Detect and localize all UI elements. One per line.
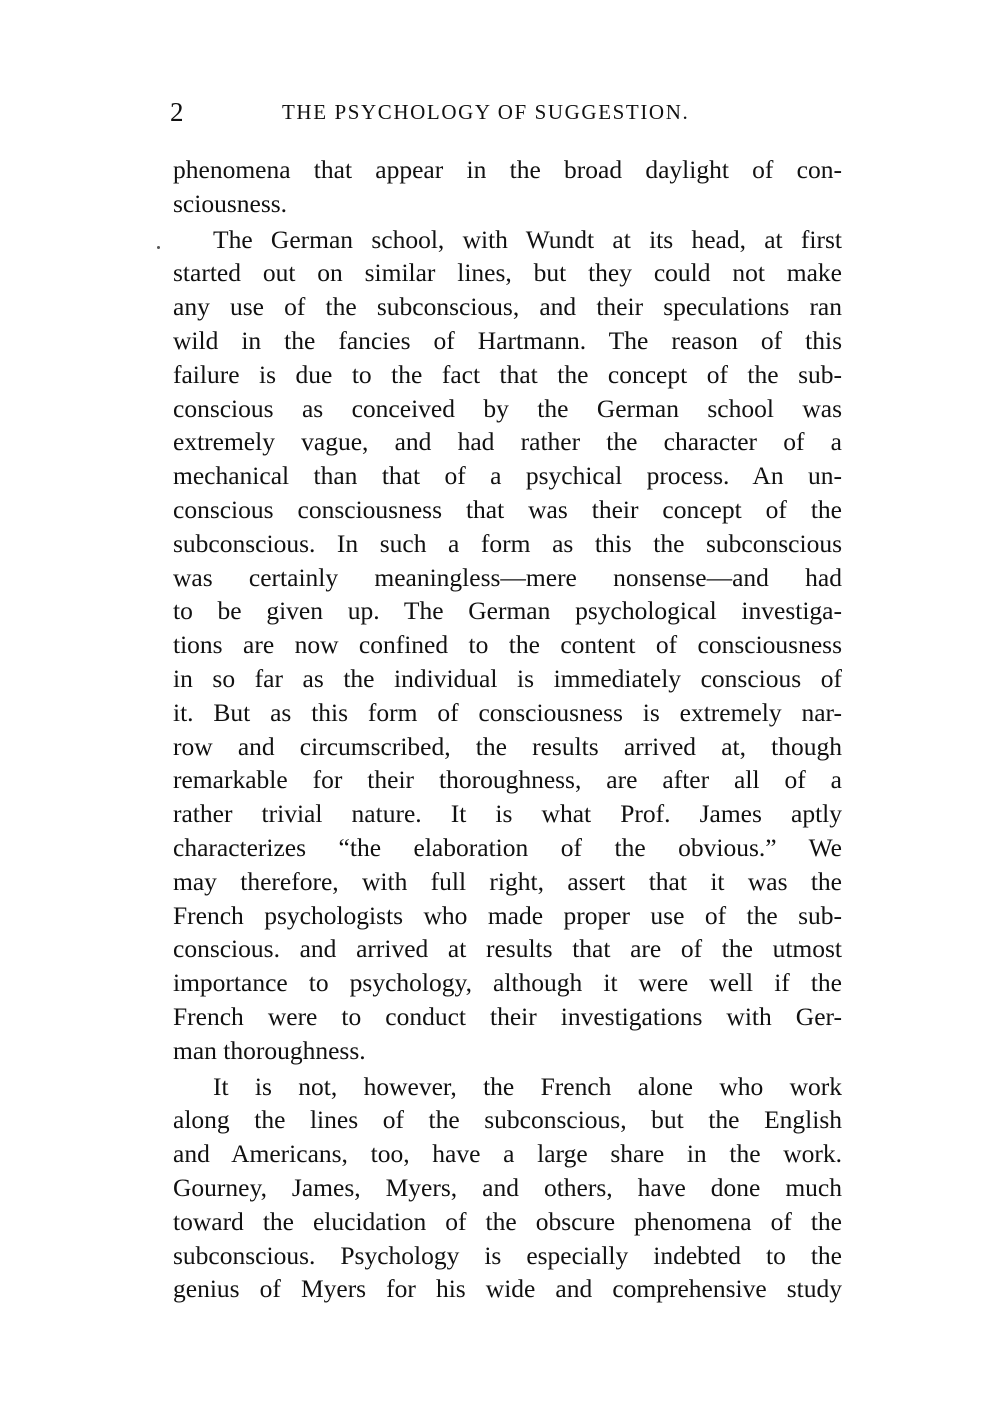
text-line: It is not, however, the French alone who work [213,1071,842,1101]
text-line: may therefore, with full right, assert that it was the [173,866,842,896]
running-title: THE PSYCHOLOGY OF SUGGESTION. [282,100,690,124]
text-line: The German school, with Wundt at its head, at first [213,224,842,254]
page-number: 2 [170,97,184,127]
text-line: it. But as this form of consciousness is extremely nar- [173,697,842,727]
text-line: French psychologists who made proper use of the sub- [173,900,842,930]
text-line: to be given up. The German psychological investiga- [173,596,842,626]
text-line: was certainly meaningless—mere nonsense—and had [173,562,842,592]
text-line: extremely vague, and had rather the character of a [173,427,842,457]
text-line: rather trivial nature. It is what Prof. James aptly [173,799,842,829]
text-line: French were to conduct their investigations with Ger- [173,1001,842,1031]
body-text [173,153,842,1306]
text-line: toward the elucidation of the obscure phenomena of the [173,1206,842,1236]
text-line: conscious. and arrived at results that are of the utmost [173,934,842,964]
text-line: phenomena that appear in the broad daylight of con- [173,155,842,184]
text-line: along the lines of the subconscious, but the English [173,1105,842,1135]
text-line: characterizes “the elaboration of the obvious.” We [173,832,842,862]
text-line: importance to psychology, although it were well if the [173,968,842,998]
running-head [170,92,750,132]
text-line: tions are now confined to the content of consciousness [173,630,842,660]
paragraph-1 [173,153,842,221]
text-line: mechanical than that of a psychical process. An un- [173,461,842,491]
text-line: remarkable for their thoroughness, are after all of a [173,765,842,795]
text-line: subconscious. Psychology is especially indebted to the [173,1240,842,1270]
text-line: conscious consciousness that was their concept of the [173,494,842,524]
text-line: any use of the subconscious, and their speculations ran [173,292,842,322]
text-line: wild in the fancies of Hartmann. The reason of this [173,325,842,355]
text-line: genius of Myers for his wide and comprehensive study [173,1274,842,1304]
text-line: subconscious. In such a form as this the subconscious [173,528,842,558]
text-line: row and circumscribed, the results arrived at, though [173,731,842,761]
text-line: sciousness. [173,188,288,218]
paragraph-2 [173,223,842,1068]
text-line: in so far as the individual is immediately conscious of [173,663,842,693]
text-line: Gourney, James, Myers, and others, have done much [173,1172,842,1202]
stray-ink-mark [157,246,160,249]
text-line: man thoroughness. [173,1035,366,1065]
text-line: and Americans, too, have a large share in the work. [173,1139,842,1169]
paragraph-3 [173,1070,842,1307]
text-line: failure is due to the fact that the concept of the sub- [173,359,842,389]
text-line: started out on similar lines, but they could not make [173,258,842,288]
text-line: conscious as conceived by the German school was [173,393,842,423]
